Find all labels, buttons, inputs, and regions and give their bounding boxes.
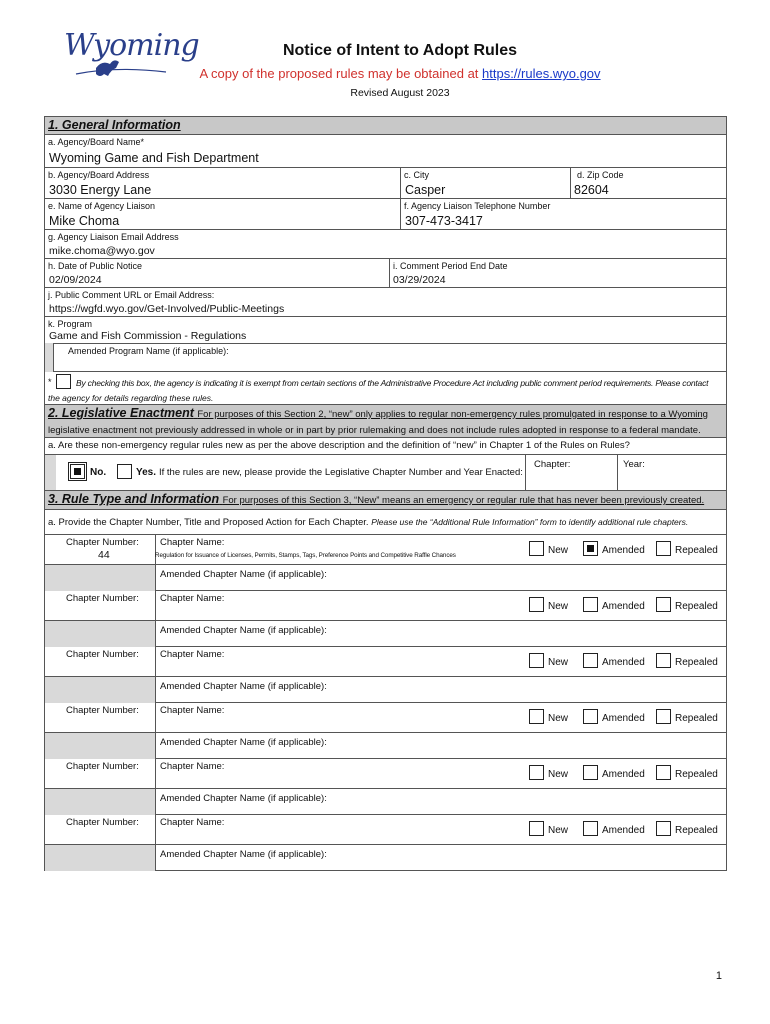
chapter-number-label: Chapter Number: [66, 817, 139, 828]
divider [155, 620, 726, 621]
amended-checkbox[interactable] [583, 597, 598, 612]
section3-desc: For purposes of this Section 3, “New” means an emergency or regular rule that has never been previously created. [222, 495, 705, 506]
indent-shade [45, 343, 53, 372]
email-field[interactable]: mike.choma@wyo.gov [49, 245, 155, 257]
phone-label: f. Agency Liaison Telephone Number [404, 201, 551, 211]
notice-date-field[interactable]: 02/09/2024 [49, 274, 102, 286]
amended-label: Amended [602, 545, 645, 556]
divider [155, 564, 726, 565]
new-label: New [548, 545, 569, 556]
phone-field[interactable]: 307-473-3417 [405, 214, 483, 228]
instruction-italic: Please use the “Additional Rule Information” form to identify additional rule chapters. [371, 517, 689, 527]
repealed-label: Repealed [675, 657, 718, 668]
section2-title-text: 2. Legislative Enactment [48, 406, 194, 420]
indent-shade [45, 620, 155, 647]
exempt-checkbox[interactable] [56, 374, 71, 389]
indent-shade [45, 844, 155, 871]
divider [155, 703, 156, 759]
new-checkbox[interactable] [529, 653, 544, 668]
legislative-chapter-label: Chapter: [534, 459, 571, 470]
section3-header [45, 491, 726, 510]
exempt-text: By checking this box, the agency is indicating it is exempt from certain sections of the Administrative Procedure Act including public comment period requirements. Please contact [76, 378, 709, 388]
amended-checkbox[interactable] [583, 821, 598, 836]
exempt-star: * [48, 377, 52, 387]
amended-label: Amended [602, 601, 645, 612]
email-label: g. Agency Liaison Email Address [48, 232, 179, 242]
amended-chapter-name-label: Amended Chapter Name (if applicable): [160, 569, 327, 580]
divider [617, 455, 618, 491]
new-checkbox[interactable] [529, 821, 544, 836]
chapter-row [45, 759, 726, 815]
chapter-number-field[interactable]: 44 [98, 549, 110, 561]
revised-date: Revised August 2023 [350, 87, 450, 99]
chapter-name-label: Chapter Name: [160, 705, 225, 716]
amended-chapter-name-label: Amended Chapter Name (if applicable): [160, 737, 327, 748]
yes-checkbox[interactable] [117, 464, 132, 479]
indent-shade [45, 732, 155, 759]
subtitle-text: A copy of the proposed rules may be obtained at [199, 66, 483, 81]
chapter-name-label: Chapter Name: [160, 761, 225, 772]
section3-title [48, 492, 704, 506]
section3-title-text: 3. Rule Type and Information [48, 492, 220, 506]
new-label: New [548, 825, 569, 836]
zip-label: d. Zip Code [577, 170, 624, 180]
liaison-label: e. Name of Agency Liaison [48, 201, 156, 211]
divider [155, 844, 726, 845]
chapters-instruction [48, 517, 688, 528]
repealed-label: Repealed [675, 769, 718, 780]
new-answer-row [45, 455, 726, 491]
divider [400, 199, 401, 230]
chapter-row [45, 535, 726, 591]
new-checkbox[interactable] [529, 597, 544, 612]
amended-label: Amended [602, 769, 645, 780]
amended-checkbox[interactable] [583, 765, 598, 780]
exempt-row [45, 372, 726, 405]
exempt-text-cont: the agency for details regarding these rules. [48, 393, 214, 403]
comment-url-label: j. Public Comment URL or Email Address: [48, 290, 215, 300]
chapter-row [45, 647, 726, 703]
agency-name-row [45, 135, 726, 168]
section2-desc-cont: legislative enactment not previously addressed in whole or in part by prior rulemaking and does not include rules adopted in response to a federal mandate. [48, 425, 701, 436]
logo-text: Wyoming [64, 28, 199, 63]
legislative-year-label: Year: [623, 459, 645, 470]
amended-chapter-name-label: Amended Chapter Name (if applicable): [160, 625, 327, 636]
chapter-name-label: Chapter Name: [160, 817, 225, 828]
comment-url-row [45, 288, 726, 317]
new-checkbox[interactable] [529, 541, 544, 556]
divider [155, 788, 726, 789]
new-checkbox[interactable] [529, 765, 544, 780]
address-field[interactable]: 3030 Energy Lane [49, 183, 152, 197]
city-field[interactable]: Casper [405, 183, 446, 197]
amended-chapter-name-label: Amended Chapter Name (if applicable): [160, 849, 327, 860]
chapter-name-label: Chapter Name: [160, 649, 225, 660]
amended-label: Amended [602, 825, 645, 836]
divider [155, 815, 156, 871]
divider [570, 168, 571, 199]
page-title: Notice of Intent to Adopt Rules [282, 42, 518, 59]
repealed-label: Repealed [675, 545, 718, 556]
chapter-number-label: Chapter Number: [66, 649, 139, 660]
program-field[interactable]: Game and Fish Commission - Regulations [49, 330, 247, 342]
chapters-instruction-row [45, 510, 726, 535]
amended-program-box [53, 343, 726, 372]
address-row [45, 168, 726, 199]
address-label: b. Agency/Board Address [48, 170, 150, 180]
repealed-label: Repealed [675, 601, 718, 612]
chapter-row [45, 815, 726, 871]
new-question-row [45, 438, 726, 455]
amended-label: Amended [602, 713, 645, 724]
comment-end-field[interactable]: 03/29/2024 [393, 274, 446, 286]
amended-chapter-name-label: Amended Chapter Name (if applicable): [160, 681, 327, 692]
amended-checkbox[interactable] [583, 653, 598, 668]
page-number: 1 [715, 970, 722, 982]
new-label: New [548, 769, 569, 780]
indent-shade [45, 564, 155, 591]
instruction-text: a. Provide the Chapter Number, Title and Proposed Action for Each Chapter. [48, 517, 369, 528]
city-label: c. City [404, 170, 430, 180]
amended-checkbox[interactable] [583, 541, 598, 556]
new-checkbox[interactable] [529, 709, 544, 724]
comment-url-field[interactable]: https://wgfd.wyo.gov/Get-Involved/Public-Meetings [49, 303, 285, 315]
repealed-checkbox[interactable] [656, 653, 671, 668]
indent-shade [45, 676, 155, 703]
repealed-checkbox[interactable] [656, 541, 671, 556]
divider [155, 676, 726, 677]
yes-label: Yes. [136, 467, 157, 478]
repealed-checkbox[interactable] [656, 821, 671, 836]
comment-end-label: i. Comment Period End Date [393, 261, 508, 271]
repealed-checkbox[interactable] [656, 597, 671, 612]
agency-name-field[interactable]: Wyoming Game and Fish Department [49, 151, 259, 165]
chapter-number-label: Chapter Number: [66, 537, 139, 548]
section1-header [45, 117, 726, 135]
amended-chapter-name-label: Amended Chapter Name (if applicable): [160, 793, 327, 804]
amended-program-label: Amended Program Name (if applicable): [68, 346, 229, 356]
chapter-row [45, 591, 726, 647]
zip-field[interactable]: 82604 [574, 183, 609, 197]
divider [155, 647, 156, 703]
repealed-label: Repealed [675, 713, 718, 724]
indent-shade [45, 455, 56, 490]
chapter-name-label: Chapter Name: [160, 537, 225, 548]
divider [389, 259, 390, 288]
no-checkbox[interactable] [70, 464, 85, 479]
no-label: No. [90, 467, 107, 478]
section2-title [48, 406, 708, 420]
divider [155, 732, 726, 733]
new-label: New [548, 601, 569, 612]
divider [155, 535, 156, 591]
page-subtitle [0, 66, 770, 81]
amended-checkbox[interactable] [583, 709, 598, 724]
divider [155, 591, 156, 647]
email-row [45, 230, 726, 259]
new-question: a. Are these non-emergency regular rules new as per the above description and the definition of “new” in Chapter 1 of the Rules on Rules? [48, 440, 630, 451]
rules-link[interactable]: https://rules.wyo.gov [482, 66, 601, 81]
yes-description: If the rules are new, please provide the Legislative Chapter Number and Year Enacted: [159, 467, 523, 478]
dates-row [45, 259, 726, 288]
chapter-number-label: Chapter Number: [66, 761, 139, 772]
new-label: New [548, 657, 569, 668]
chapter-name-label: Chapter Name: [160, 593, 225, 604]
chapter-name-field[interactable]: Regulation for Issuance of Licenses, Permits, Stamps, Tags, Preference Points and Competitive Raffle Chances [155, 552, 456, 559]
notice-form [44, 116, 727, 871]
chapter-number-label: Chapter Number: [66, 593, 139, 604]
liaison-field[interactable]: Mike Choma [49, 214, 120, 228]
program-label: k. Program [48, 319, 93, 329]
repealed-checkbox[interactable] [656, 765, 671, 780]
liaison-row [45, 199, 726, 230]
amended-label: Amended [602, 657, 645, 668]
section1-title: 1. General Information [48, 118, 181, 132]
indent-shade [45, 788, 155, 815]
divider [525, 455, 526, 491]
program-row [45, 317, 726, 372]
divider [400, 168, 401, 199]
repealed-checkbox[interactable] [656, 709, 671, 724]
new-label: New [548, 713, 569, 724]
chapter-number-label: Chapter Number: [66, 705, 139, 716]
chapter-row [45, 703, 726, 759]
section2-header [45, 405, 726, 438]
divider [155, 759, 156, 815]
section2-desc: For purposes of this Section 2, “new” only applies to regular non-emergency rules promulgated in response to a Wyoming [197, 409, 708, 420]
agency-name-label: a. Agency/Board Name* [48, 137, 145, 147]
notice-date-label: h. Date of Public Notice [48, 261, 143, 271]
repealed-label: Repealed [675, 825, 718, 836]
